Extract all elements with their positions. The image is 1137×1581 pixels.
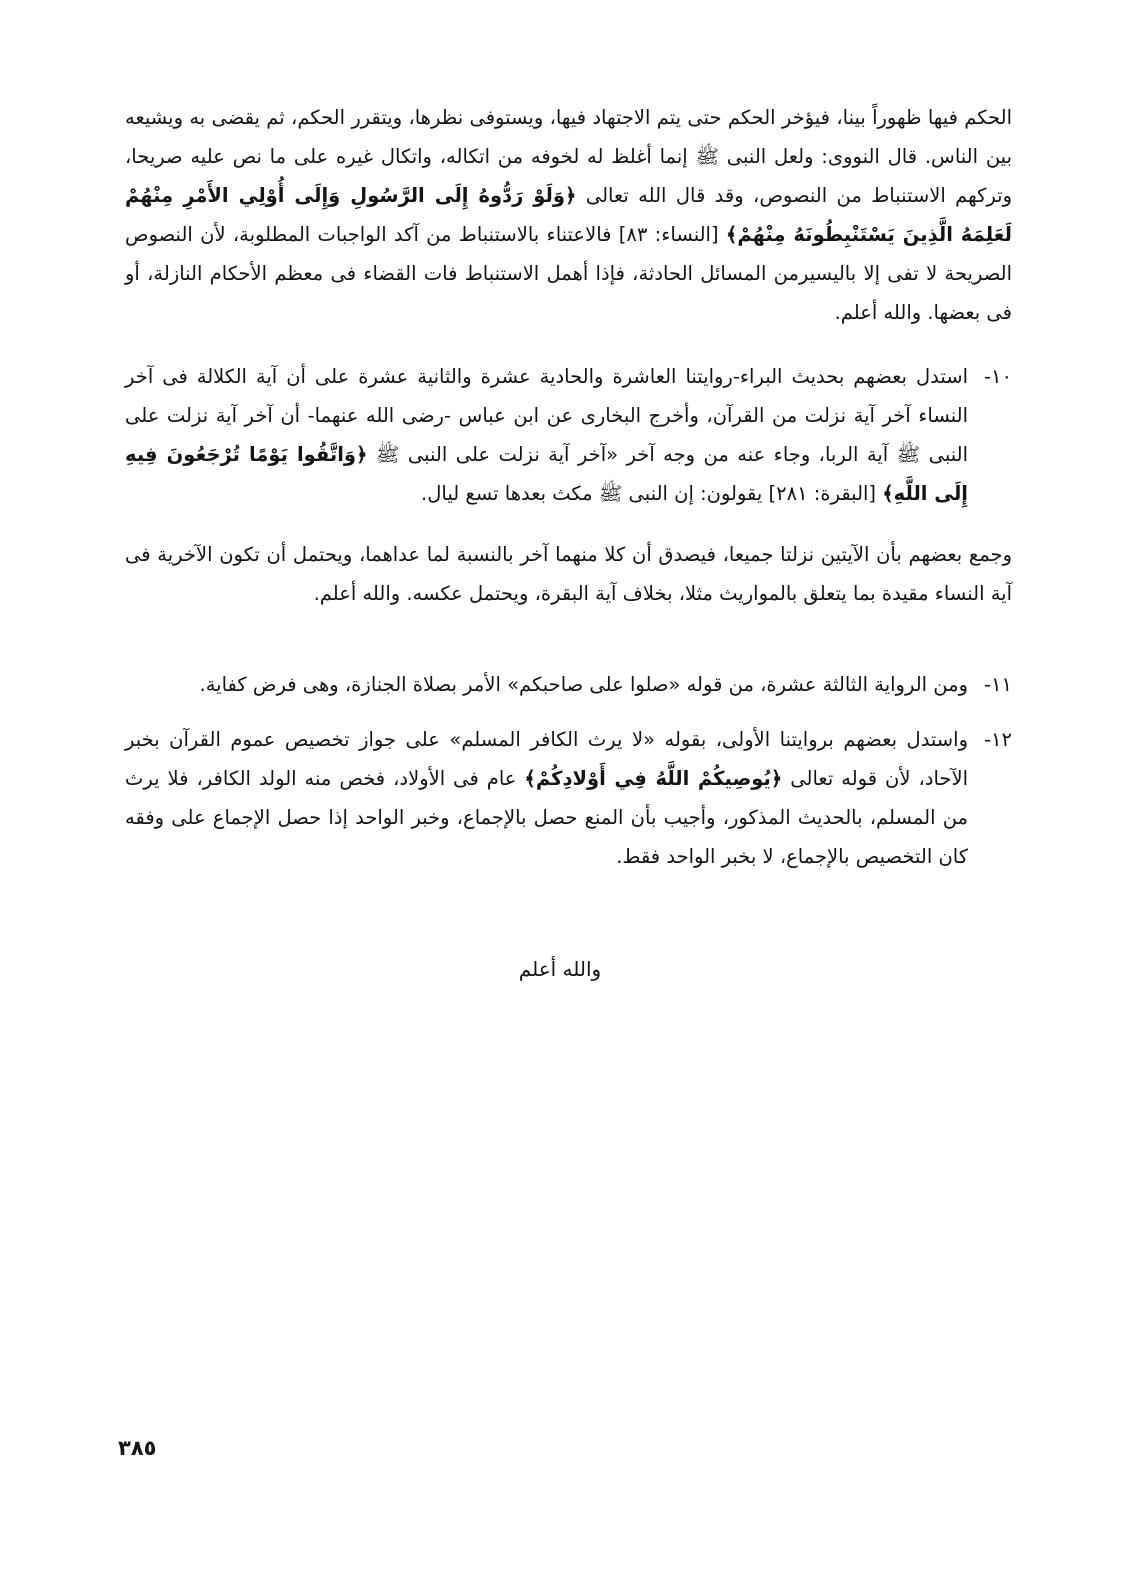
quran-verse-nisa-83: ﴿وَلَوْ رَدُّوهُ إِلَى الرَّسُولِ وَإِلَى أُوْلِي الأَمْرِ مِنْهُمْ لَعَلِمَهُ الَّذِينَ يَسْتَنْبِطُونَهُ مِنْهُمْ﴾ <box>125 184 1012 246</box>
closing-phrase: والله أعلم <box>518 957 602 981</box>
item-number-11: ١١- <box>984 673 1012 696</box>
list-item-10 <box>125 357 1012 513</box>
item-12-text-part1: واستدل بعضهم بروايتنا الأولى، بقوله «لا يرث الكافر المسلم» على جواز تخصيص عموم القرآن بخبر الآحاد، لأن قوله تعالى <box>125 728 968 790</box>
item-10-continuation-text: وجمع بعضهم بأن الآيتين نزلتا جميعا، فيصدق أن كلا منهما آخر بالنسبة لما عداهما، ويحتمل أن تكون الآخرية فى آية النساء مقيدة بما يتعلق بالمواريث مثلا، بخلاف آية البقرة، ويحتمل عكسه. والله أعلم. <box>125 543 1012 605</box>
intro-text-part1: الحكم فيها ظهوراً بينا، فيؤخر الحكم حتى يتم الاجتهاد فيها، ويستوفى نظرها، ويتقرر الحكم، ثم يقضى به ويشيعه بين الناس. قال النووى: ولعل النبى ﷺ إنما أغلظ له لخوفه من اتكاله، واتكال غيره على ما نص عليه صريحا، وتركهم الاستنباط من النصوص، وقد قال الله تعالى <box>125 106 1012 207</box>
list-item-12 <box>125 720 1012 876</box>
intro-text-part2: [النساء: ٨٣] فالاعتناء بالاستنباط من آكد الواجبات المطلوبة، لأن النصوص الصريحة لا تفى إلا باليسيرمن المسائل الحادثة، فإذا أهمل الاستنباط فات القضاء فى معظم الأحكام النازلة، أو فى بعضها. والله أعلم. <box>125 223 1012 324</box>
quran-verse-baqara-281: ﴿وَاتَّقُوا يَوْمًا تُرْجَعُونَ فِيهِ إِلَى اللَّهِ﴾ <box>125 443 968 505</box>
item-number-12: ١٢- <box>984 728 1012 751</box>
item-11-text: ومن الرواية الثالثة عشرة، من قوله «صلوا على صاحبكم» الأمر بصلاة الجنازة، وهى فرض كفاية. <box>199 673 968 696</box>
quran-verse-nisa-11: ﴿يُوصِيكُمْ اللَّهُ فِي أَوْلادِكُمْ﴾ <box>524 767 783 790</box>
page-number: ٣٨٥ <box>118 1436 157 1460</box>
list-item-11 <box>125 665 1012 704</box>
item-10-text-part1: استدل بعضهم بحديث البراء-روايتنا العاشرة والحادية عشرة والثانية عشرة على أن آية الكلالة فى آخر النساء آخر آية نزلت من القرآن، وأخرج البخارى عن ابن عباس -رضى الله عنهما- أن آخر آية نزلت على النبى ﷺ آية الربا، وجاء عنه من وجه آخر «آخر آية نزلت على النبى ﷺ <box>125 365 968 466</box>
item-12-text-part2: عام فى الأولاد، فخص منه الولد الكافر، فلا يرث من المسلم، بالحديث المذكور، وأجيب بأن المنع حصل بالإجماع، وخبر الواحد إذا حصل الإجماع على وفقه كان التخصيص بالإجماع، لا بخبر الواحد فقط. <box>125 767 968 868</box>
item-10-continuation <box>125 535 1012 613</box>
item-10-text-part2: [البقرة: ٢٨١] يقولون: إن النبى ﷺ مكث بعدها تسع ليال. <box>421 482 877 505</box>
intro-paragraph <box>125 98 1012 332</box>
item-number-10: ١٠- <box>984 365 1012 388</box>
